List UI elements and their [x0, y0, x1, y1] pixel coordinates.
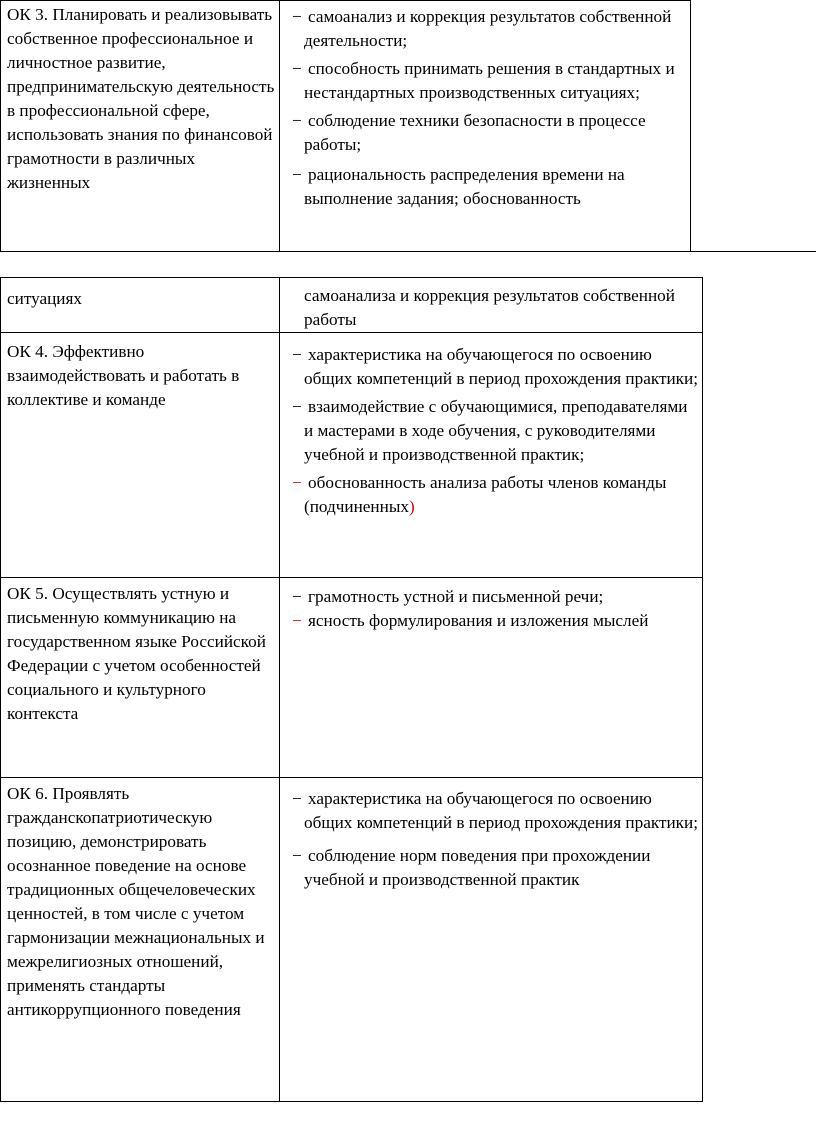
bullet-dash: − — [292, 846, 302, 865]
bullet-dash: − — [292, 165, 302, 184]
competency-table-part-2 — [0, 277, 703, 1102]
indicator-text: самоанализа и коррекция результатов собственной работы — [304, 286, 675, 329]
table-row-ok3 — [1, 1, 691, 252]
closing-parenthesis: ) — [408, 497, 415, 516]
list-item — [292, 471, 698, 519]
list-item — [292, 57, 686, 105]
list-item-text: рациональность распределения времени на выполнение задания; обоснованность — [304, 165, 625, 208]
competency-cell-ok5 — [1, 578, 280, 778]
competency-cell-ok3 — [1, 1, 280, 252]
competency-text: ОК 4. Эффективно взаимодействовать и работать в коллективе и команде — [7, 342, 240, 409]
list-item — [292, 395, 698, 467]
competency-table-part-1 — [0, 0, 691, 252]
list-item — [292, 343, 698, 391]
indicators-cell-ok6 — [280, 778, 703, 1102]
list-item-text: взаимодействие с обучающимися, преподавателями и мастерами в ходе обучения, с руководителями учебной и производственной практик; — [304, 397, 688, 464]
list-item — [292, 844, 698, 892]
list-item-text: соблюдение норм поведения при прохождении учебной и производственной практик — [304, 846, 651, 889]
competency-cell-ok3-continued — [1, 278, 280, 333]
list-item — [292, 5, 686, 53]
bullet-dash: − — [292, 611, 302, 630]
list-item-text: самоанализ и коррекция результатов собственной деятельности; — [304, 7, 672, 50]
list-item-text: обоснованность анализа работы членов команды (подчиненных — [304, 473, 667, 516]
table-row-ok4 — [1, 333, 703, 578]
bullet-dash: − — [292, 397, 302, 416]
list-item — [292, 609, 698, 633]
bullet-dash: − — [292, 7, 302, 26]
table-row-ok3-continued — [1, 278, 703, 333]
page-break-line — [0, 251, 816, 252]
competency-text: ОК 5. Осуществлять устную и письменную коммуникацию на государственном языке Российской Федерации с учетом особенностей социального и культурного контекста — [7, 584, 266, 723]
list-item-text: способность принимать решения в стандартных и нестандартных производственных ситуациях; — [304, 59, 675, 102]
list-item — [292, 585, 698, 609]
list-item-text: характеристика на обучающегося по освоению общих компетенций в период прохождения практики; — [304, 345, 698, 388]
indicators-cell-ok3 — [280, 1, 691, 252]
competency-cell-ok4 — [1, 333, 280, 578]
competency-text: ситуациях — [7, 289, 83, 308]
bullet-dash: − — [292, 345, 302, 364]
competency-cell-ok6 — [1, 778, 280, 1102]
list-item — [292, 163, 686, 211]
indicators-cell-ok5 — [280, 578, 703, 778]
indicators-cell-ok3-continued — [280, 278, 703, 333]
bullet-dash: − — [292, 587, 302, 606]
list-item-text: ясность формулирования и изложения мыслей — [308, 611, 649, 630]
list-item — [292, 787, 698, 835]
indicators-cell-ok4 — [280, 333, 703, 578]
competency-text: ОК 3. Планировать и реализовывать собственное профессиональное и личностное развитие, предпринимательскую деятельность в профессиональной сфере, использовать знания по финансовой грамотности в различных жизненных — [7, 5, 275, 192]
bullet-dash: − — [292, 59, 302, 78]
list-item-text: соблюдение техники безопасности в процессе работы; — [304, 111, 646, 154]
bullet-dash: − — [292, 111, 302, 130]
bullet-dash: − — [292, 789, 302, 808]
table-row-ok5 — [1, 578, 703, 778]
list-item — [292, 109, 686, 157]
bullet-dash: − — [292, 473, 302, 492]
list-item-text: характеристика на обучающегося по освоению общих компетенций в период прохождения практики; — [304, 789, 698, 832]
list-item-text: грамотность устной и письменной речи; — [308, 587, 604, 606]
competency-text: ОК 6. Проявлять гражданскопатриотическую позицию, демонстрировать осознанное поведение на основе традиционных общечеловеческих ценностей, в том числе с учетом гармонизации межнациональных и межрелигиозных отношений, применять стандарты антикоррупционного поведения — [7, 784, 265, 1019]
table-row-ok6 — [1, 778, 703, 1102]
